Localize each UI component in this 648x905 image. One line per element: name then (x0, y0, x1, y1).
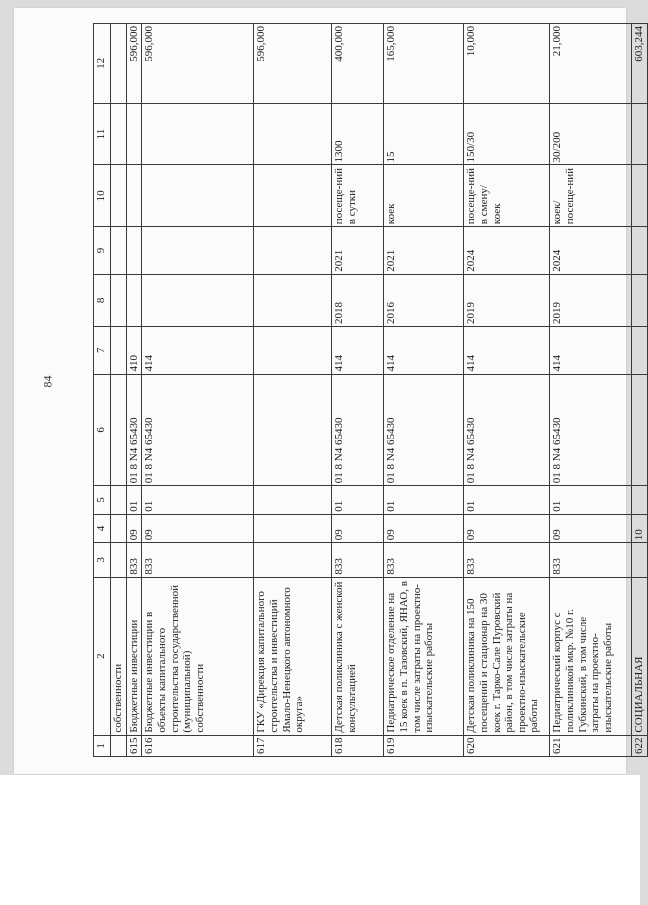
table-cell (632, 227, 648, 275)
table-cell: 10 (632, 514, 648, 543)
header-cell: 8 (94, 274, 111, 326)
table-row (111, 24, 127, 757)
table-cell: 621 (550, 735, 632, 756)
table-cell: 833 (464, 543, 550, 577)
table-cell: 01 (550, 486, 632, 515)
table-cell: 414 (464, 327, 550, 375)
table-cell: Детская поликлиника с женской консультацией (332, 577, 384, 735)
table-cell (111, 274, 127, 326)
table-cell: 596,000 (126, 24, 142, 104)
table-cell (254, 227, 332, 275)
header-cell: 2 (94, 577, 111, 735)
page-number: 84 (40, 375, 55, 388)
table-cell: 414 (142, 327, 254, 375)
table-cell (111, 486, 127, 515)
table-cell (142, 227, 254, 275)
table-cell: 603,244 (632, 24, 648, 104)
table-cell: 596,000 (254, 24, 332, 104)
table-cell (142, 274, 254, 326)
table-cell: 01 (384, 486, 464, 515)
table-row (384, 24, 464, 757)
table-cell (254, 165, 332, 227)
table-cell: 10,000 (464, 24, 550, 104)
header-cell: 9 (94, 227, 111, 275)
table-cell: 616 (142, 735, 254, 756)
table-cell (126, 165, 142, 227)
table-cell: 2016 (384, 274, 464, 326)
table-cell (254, 327, 332, 375)
table-cell: 400,000 (332, 24, 384, 104)
table-cell (126, 103, 142, 165)
table-cell: 01 (142, 486, 254, 515)
table-cell: Педиатрическое отделение на 15 коек в п. Тазовский, ЯНАО, в том числе затраты на проектно-изыскательские работы (384, 577, 464, 735)
table-row (126, 24, 142, 757)
header-row (94, 24, 111, 757)
table-cell: 833 (550, 543, 632, 577)
table-cell (632, 374, 648, 486)
table-cell (111, 735, 127, 756)
table-cell: коек (384, 165, 464, 227)
table-row (464, 24, 550, 757)
table-cell: 620 (464, 735, 550, 756)
table-cell: 1300 (332, 103, 384, 165)
table-cell: 21,000 (550, 24, 632, 104)
table-cell: 414 (550, 327, 632, 375)
table-cell: 2018 (332, 274, 384, 326)
table-cell (111, 327, 127, 375)
budget-table (93, 23, 648, 757)
table-cell: 09 (332, 514, 384, 543)
header-cell: 5 (94, 486, 111, 515)
table-cell: 01 8 N4 65430 (550, 374, 632, 486)
table-cell: 01 (464, 486, 550, 515)
header-cell: 3 (94, 543, 111, 577)
table-cell: посеще-ний в смену/ коек (464, 165, 550, 227)
table-cell (111, 165, 127, 227)
table-cell: 2019 (550, 274, 632, 326)
table-cell (111, 103, 127, 165)
table-cell (111, 374, 127, 486)
table-cell (111, 227, 127, 275)
table-row (550, 24, 632, 757)
table-cell (254, 103, 332, 165)
table-cell: коек/ посеще-ний (550, 165, 632, 227)
table-cell: 09 (384, 514, 464, 543)
table-cell: 15 (384, 103, 464, 165)
table-cell: 2024 (550, 227, 632, 275)
table-cell: 01 8 N4 65430 (384, 374, 464, 486)
table-cell: Бюджетные инвестиции в объекты капитального строительства государственной (муниципальной) собственности (142, 577, 254, 735)
table-cell: 01 8 N4 65430 (464, 374, 550, 486)
table-cell (126, 274, 142, 326)
table-cell (111, 24, 127, 104)
table-cell: 410 (126, 327, 142, 375)
table-cell (632, 103, 648, 165)
table-cell (254, 486, 332, 515)
table-cell: 01 (332, 486, 384, 515)
table-cell: ГКУ «Дирекция капитального строительства и инвестиций Ямало-Ненецкого автономного округа» (254, 577, 332, 735)
table-cell (254, 543, 332, 577)
table-cell: 833 (126, 543, 142, 577)
table-cell: Педиатрический корпус с поликлиникой мкр. №10 г. Губкинский, в том числе затраты на проектно-изыскательские работы (550, 577, 632, 735)
table-cell: 01 8 N4 65430 (126, 374, 142, 486)
table-cell: 01 (126, 486, 142, 515)
table-cell (111, 543, 127, 577)
table-cell: 618 (332, 735, 384, 756)
table-cell: 2021 (332, 227, 384, 275)
table-cell: 01 8 N4 65430 (332, 374, 384, 486)
table-cell: 30/200 (550, 103, 632, 165)
table-cell: 2019 (464, 274, 550, 326)
table-cell: 09 (464, 514, 550, 543)
table-cell: 596,000 (142, 24, 254, 104)
table-cell: 165,000 (384, 24, 464, 104)
table-cell: 09 (550, 514, 632, 543)
table-cell (126, 227, 142, 275)
table-cell (632, 486, 648, 515)
table-row (332, 24, 384, 757)
table-cell: посеще-ний в сутки (332, 165, 384, 227)
rotated-table-container (93, 23, 646, 757)
table-row (254, 24, 332, 757)
table-cell: 615 (126, 735, 142, 756)
table-cell: 2021 (384, 227, 464, 275)
header-cell: 12 (94, 24, 111, 104)
table-cell: 617 (254, 735, 332, 756)
table-cell: 09 (126, 514, 142, 543)
table-cell: 01 8 N4 65430 (142, 374, 254, 486)
table-cell: 2024 (464, 227, 550, 275)
table-cell (632, 327, 648, 375)
table-cell (254, 374, 332, 486)
table-cell: 619 (384, 735, 464, 756)
table-cell (111, 514, 127, 543)
table-cell (632, 274, 648, 326)
header-cell: 4 (94, 514, 111, 543)
header-cell: 11 (94, 103, 111, 165)
page-margin-area (0, 775, 640, 905)
table-cell: 833 (332, 543, 384, 577)
header-cell: 7 (94, 327, 111, 375)
table-cell (632, 165, 648, 227)
table-cell: 833 (384, 543, 464, 577)
table-cell: Детская поликлиника на 150 посещений и стационар на 30 коек г. Тарко-Сале Пуровский район, в том числе затраты на проектно-изыскательские работы (464, 577, 550, 735)
header-cell: 1 (94, 735, 111, 756)
table-cell (142, 165, 254, 227)
table-cell (142, 103, 254, 165)
table-cell: СОЦИАЛЬНАЯ (632, 577, 648, 735)
header-cell: 10 (94, 165, 111, 227)
table-cell: 414 (384, 327, 464, 375)
table-cell (254, 274, 332, 326)
table-cell: 09 (142, 514, 254, 543)
table-cell (632, 543, 648, 577)
table-cell: Бюджетные инвестиции (126, 577, 142, 735)
table-cell: 414 (332, 327, 384, 375)
table-row (142, 24, 254, 757)
table-cell (254, 514, 332, 543)
table-cell: собственности (111, 577, 127, 735)
table-cell: 622 (632, 735, 648, 756)
header-cell: 6 (94, 374, 111, 486)
table-row (632, 24, 648, 757)
table-cell: 833 (142, 543, 254, 577)
table-cell: 150/30 (464, 103, 550, 165)
table-body (94, 24, 648, 757)
